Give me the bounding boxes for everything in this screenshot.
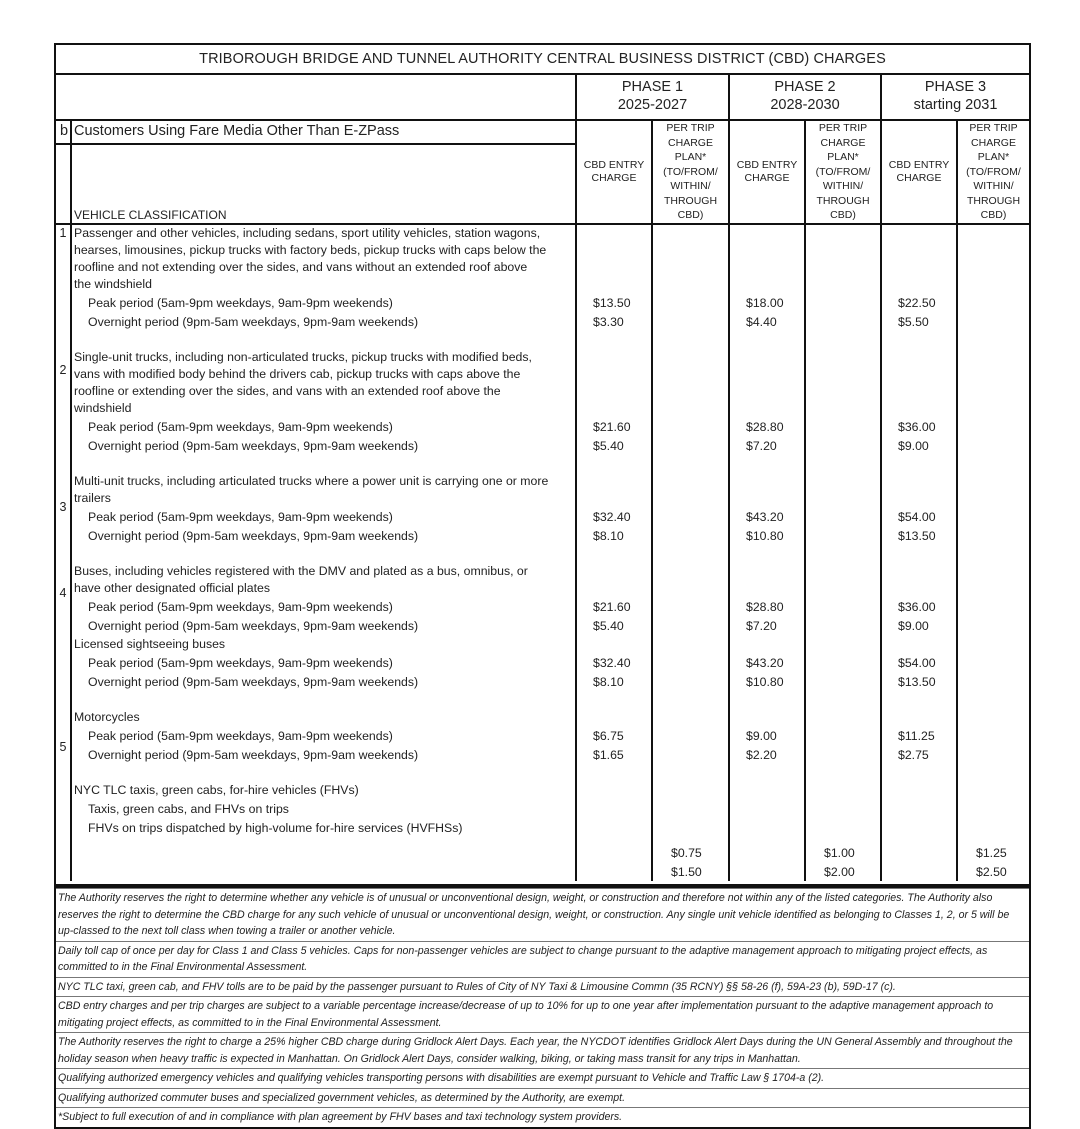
period-label: Taxis, green cabs, and FHVs on trips: [88, 802, 289, 816]
footnotes: [56, 884, 1029, 1127]
p2-entry-header: [729, 120, 805, 224]
price-cell: $9.00: [898, 619, 929, 633]
period-label: Peak period (5am-9pm weekdays, 9am-9pm weekends): [88, 729, 393, 743]
header-line: PLAN*: [977, 151, 1010, 163]
p3-trip-column: [957, 224, 1029, 881]
price-cell: $6.75: [593, 729, 624, 743]
price-cell: $2.50: [976, 865, 1007, 879]
header-line: CBD ENTRY: [888, 159, 950, 171]
header-line: (TO/FROM/: [663, 165, 718, 178]
header-line: CBD): [980, 209, 1007, 221]
period-label: Overnight period (9pm-5am weekdays, 9pm-9am weekends): [88, 748, 419, 762]
period-label: Peak period (5am-9pm weekdays, 9am-9pm weekends): [88, 296, 393, 310]
price-cell: $28.80: [746, 420, 784, 434]
header-index-blank: [56, 144, 71, 224]
header-line: CHARGE: [971, 136, 1016, 149]
price-cell: $22.50: [898, 296, 936, 310]
price-cell: $10.80: [746, 529, 784, 543]
phase-3-name: PHASE 3: [924, 79, 987, 95]
price-cell: $2.20: [746, 748, 777, 762]
price-cell: $13.50: [593, 296, 631, 310]
desc-line: vans with modified body behind the drivers cab, pickup trucks with caps above the: [74, 367, 521, 381]
index-column: [56, 224, 71, 881]
class-index: 2: [59, 363, 67, 377]
price-cell: $1.65: [593, 748, 624, 762]
phase-1-years: 2025-2027: [617, 97, 688, 113]
subgroup-label: Licensed sightseeing buses: [74, 637, 226, 651]
class-1-description: [74, 225, 571, 331]
description-column: [71, 224, 576, 881]
charges-table: [56, 75, 1029, 881]
desc-line: Motorcycles: [74, 710, 140, 724]
p1-entry-header: [576, 120, 652, 224]
class-2-description: [74, 349, 571, 455]
desc-line: have other designated official plates: [74, 581, 270, 595]
header-line: PER TRIP: [969, 122, 1018, 134]
price-cell: $1.25: [976, 846, 1007, 860]
document-title: TRIBOROUGH BRIDGE AND TUNNEL AUTHORITY CENTRAL BUSINESS DISTRICT (CBD) CHARGES: [56, 45, 1029, 75]
price-cell: $32.40: [593, 656, 631, 670]
p2-entry-column: [729, 224, 805, 881]
p1-trip-column: [652, 224, 729, 881]
price-cell: $2.75: [898, 748, 929, 762]
phase-2-years: 2028-2030: [770, 97, 840, 113]
price-cell: $2.00: [824, 865, 855, 879]
header-line: (TO/FROM/: [966, 165, 1021, 178]
header-line: WITHIN/: [973, 180, 1014, 192]
desc-line: the windshield: [74, 277, 152, 291]
phase-3-years: starting 2031: [913, 97, 998, 113]
price-cell: $13.50: [898, 529, 936, 543]
header-line: THROUGH: [816, 194, 870, 207]
p3-trip-header: [957, 120, 1029, 224]
desc-line: roofline or extending over the sides, and vans with an extended roof above the: [74, 384, 501, 398]
price-cell: $0.75: [671, 846, 702, 860]
period-label: FHVs on trips dispatched by high-volume for-hire services (HVFHSs): [88, 821, 463, 835]
price-cell: $13.50: [898, 675, 936, 689]
class-index: 5: [59, 740, 67, 754]
footnote: *Subject to full execution of and in compliance with plan agreement by FHV bases and taxi technology system providers.: [56, 1107, 1029, 1127]
price-cell: $32.40: [593, 510, 631, 524]
header-line: CBD): [677, 209, 704, 221]
period-label: Overnight period (9pm-5am weekdays, 9pm-9am weekends): [88, 529, 419, 543]
price-cell: $9.00: [898, 439, 929, 453]
footnote: Qualifying authorized emergency vehicles and qualifying vehicles transporting persons with disabilities are exempt pursuant to Vehicle and Traffic Law § 1704-a (2).: [56, 1068, 1029, 1088]
p1-trip-header: [652, 120, 729, 224]
price-cell: $28.80: [746, 600, 784, 614]
price-cell: $9.00: [746, 729, 777, 743]
phase-2-name: PHASE 2: [774, 79, 836, 95]
header-line: (TO/FROM/: [815, 165, 871, 178]
desc-line: roofline and not extending over the sides, and vans without an extended roof above: [74, 260, 528, 274]
price-cell: $36.00: [898, 600, 936, 614]
header-line: PLAN*: [827, 151, 859, 163]
price-cell: $5.40: [593, 439, 624, 453]
period-label: Peak period (5am-9pm weekdays, 9am-9pm weekends): [88, 420, 393, 434]
price-cell: $4.40: [746, 315, 777, 329]
price-cell: $10.80: [746, 675, 784, 689]
footnote: The Authority reserves the right to charge a 25% higher CBD charge during Gridlock Alert Days. Each year, the NYCDOT identifies Gridlock Alert Days during the UN General Assembly and throughout the holiday season when heavy traffic is expected in Manhattan. On Gridlock Alert Days, consider walking, biking, or taking mass transit for any trips in Manhattan.: [56, 1032, 1029, 1068]
price-cell: $11.25: [898, 729, 935, 743]
price-cell: $43.20: [746, 656, 784, 670]
desc-line: NYC TLC taxis, green cabs, for-hire vehicles (FHVs): [74, 783, 359, 797]
p1-entry-column: [576, 224, 652, 881]
price-cell: $1.00: [824, 846, 855, 860]
header-line: CBD ENTRY: [583, 159, 645, 171]
class-index: 3: [59, 500, 67, 514]
phase-2-header: [729, 75, 881, 120]
price-cell: $1.50: [671, 865, 702, 879]
header-line: WITHIN/: [822, 180, 864, 192]
section-label: Customers Using Fare Media Other Than E-ZPass: [71, 120, 576, 144]
price-cell: $54.00: [898, 510, 936, 524]
price-cell: $54.00: [898, 656, 936, 670]
p2-trip-header: [805, 120, 881, 224]
class-4-description: [74, 563, 571, 691]
header-line: CBD ENTRY: [736, 159, 798, 171]
period-label: Overnight period (9pm-5am weekdays, 9pm-9am weekends): [88, 439, 419, 453]
price-cell: $5.50: [898, 315, 929, 329]
desc-line: trailers: [74, 491, 111, 505]
class-index: 1: [59, 226, 67, 240]
header-line: CBD): [830, 209, 856, 221]
class-3-description: [74, 473, 571, 545]
period-label: Peak period (5am-9pm weekdays, 9am-9pm weekends): [88, 600, 393, 614]
header-line: THROUGH: [966, 194, 1021, 207]
phase-1-name: PHASE 1: [621, 79, 684, 95]
p3-entry-column: [881, 224, 957, 881]
price-cell: $36.00: [898, 420, 936, 434]
header-line: CHARGE: [744, 172, 790, 184]
price-cell: $8.10: [593, 529, 624, 543]
header-line: CHARGE: [896, 172, 942, 184]
desc-line: windshield: [74, 401, 132, 415]
period-label: Overnight period (9pm-5am weekdays, 9pm-9am weekends): [88, 675, 419, 689]
price-cell: $18.00: [746, 296, 784, 310]
period-label: Peak period (5am-9pm weekdays, 9am-9pm weekends): [88, 510, 393, 524]
class-5-description: [74, 709, 571, 764]
header-line: PER TRIP: [666, 122, 715, 134]
desc-line: Buses, including vehicles registered with the DMV and plated as a bus, omnibus, or: [74, 564, 528, 578]
header-line: CHARGE: [820, 136, 866, 149]
price-cell: $7.20: [746, 439, 777, 453]
section-index: b: [56, 120, 71, 144]
header-line: PLAN*: [674, 151, 707, 163]
header-line: CHARGE: [591, 172, 637, 184]
footnote: CBD entry charges and per trip charges are subject to a variable percentage increase/decrease of up to 10% for up to one year after implementation pursuant to the adaptive management approach to mitigating project effects, as committed to in the Final Environmental Assessment.: [56, 996, 1029, 1032]
price-cell: $3.30: [593, 315, 624, 329]
vehicle-classification-header: VEHICLE CLASSIFICATION: [71, 144, 576, 224]
period-label: Overnight period (9pm-5am weekdays, 9pm-9am weekends): [88, 315, 419, 329]
price-cell: $5.40: [593, 619, 624, 633]
desc-line: Multi-unit trucks, including articulated trucks where a power unit is carrying one or more: [74, 474, 549, 488]
footnote: Daily toll cap of once per day for Class 1 and Class 5 vehicles. Caps for non-passenger vehicles are subject to change pursuant to the adaptive management approach to mitigating project effects, as committed to in the Final Environmental Assessment.: [56, 941, 1029, 977]
footnote: NYC TLC taxi, green cab, and FHV tolls are to be paid by the passenger pursuant to Rules of City of NY Taxi & Limousine Commn (35 RCNY) §§ 58-26 (f), 59A-23 (b), 59D-17 (c).: [56, 977, 1029, 997]
header-line: WITHIN/: [670, 180, 711, 192]
period-label: Overnight period (9pm-5am weekdays, 9pm-9am weekends): [88, 619, 419, 633]
price-cell: $21.60: [593, 420, 631, 434]
header-line: THROUGH: [663, 194, 718, 207]
period-label: Peak period (5am-9pm weekdays, 9am-9pm weekends): [88, 656, 393, 670]
p2-trip-column: [805, 224, 881, 881]
phase-header-blank: [56, 75, 576, 120]
p3-entry-header: [881, 120, 957, 224]
desc-line: hearses, limousines, pickup trucks with factory beds, pickup trucks with caps below the: [74, 243, 547, 257]
phase-1-header: [576, 75, 729, 120]
footnote: Qualifying authorized commuter buses and specialized government vehicles, as determined by the Authority, are exempt.: [56, 1088, 1029, 1108]
desc-line: Passenger and other vehicles, including sedans, sport utility vehicles, station wagons,: [74, 226, 541, 240]
class-index: 4: [59, 586, 67, 600]
price-cell: $8.10: [593, 675, 624, 689]
price-cell: $21.60: [593, 600, 631, 614]
header-line: PER TRIP: [818, 122, 868, 134]
footnote: The Authority reserves the right to determine whether any vehicle is of unusual or unconventional design, weight, or construction and therefore not within any of the listed categories. The Authority also reserves the right to determine the CBD charge for any such vehicle of unusual or unconventional design, weight, or construction. Any single unit vehicle identified as belonging to Classes 1, 2, or 5 will be up-classed to the next toll class when towing a trailer or another vehicle.: [56, 888, 1029, 941]
tlc-description: [74, 782, 571, 837]
desc-line: Single-unit trucks, including non-articulated trucks, pickup trucks with modified beds,: [74, 350, 532, 364]
phase-3-header: [881, 75, 1029, 120]
price-cell: $7.20: [746, 619, 777, 633]
header-line: CHARGE: [668, 136, 713, 149]
price-cell: $43.20: [746, 510, 784, 524]
cbd-charges-document: [54, 43, 1031, 1129]
